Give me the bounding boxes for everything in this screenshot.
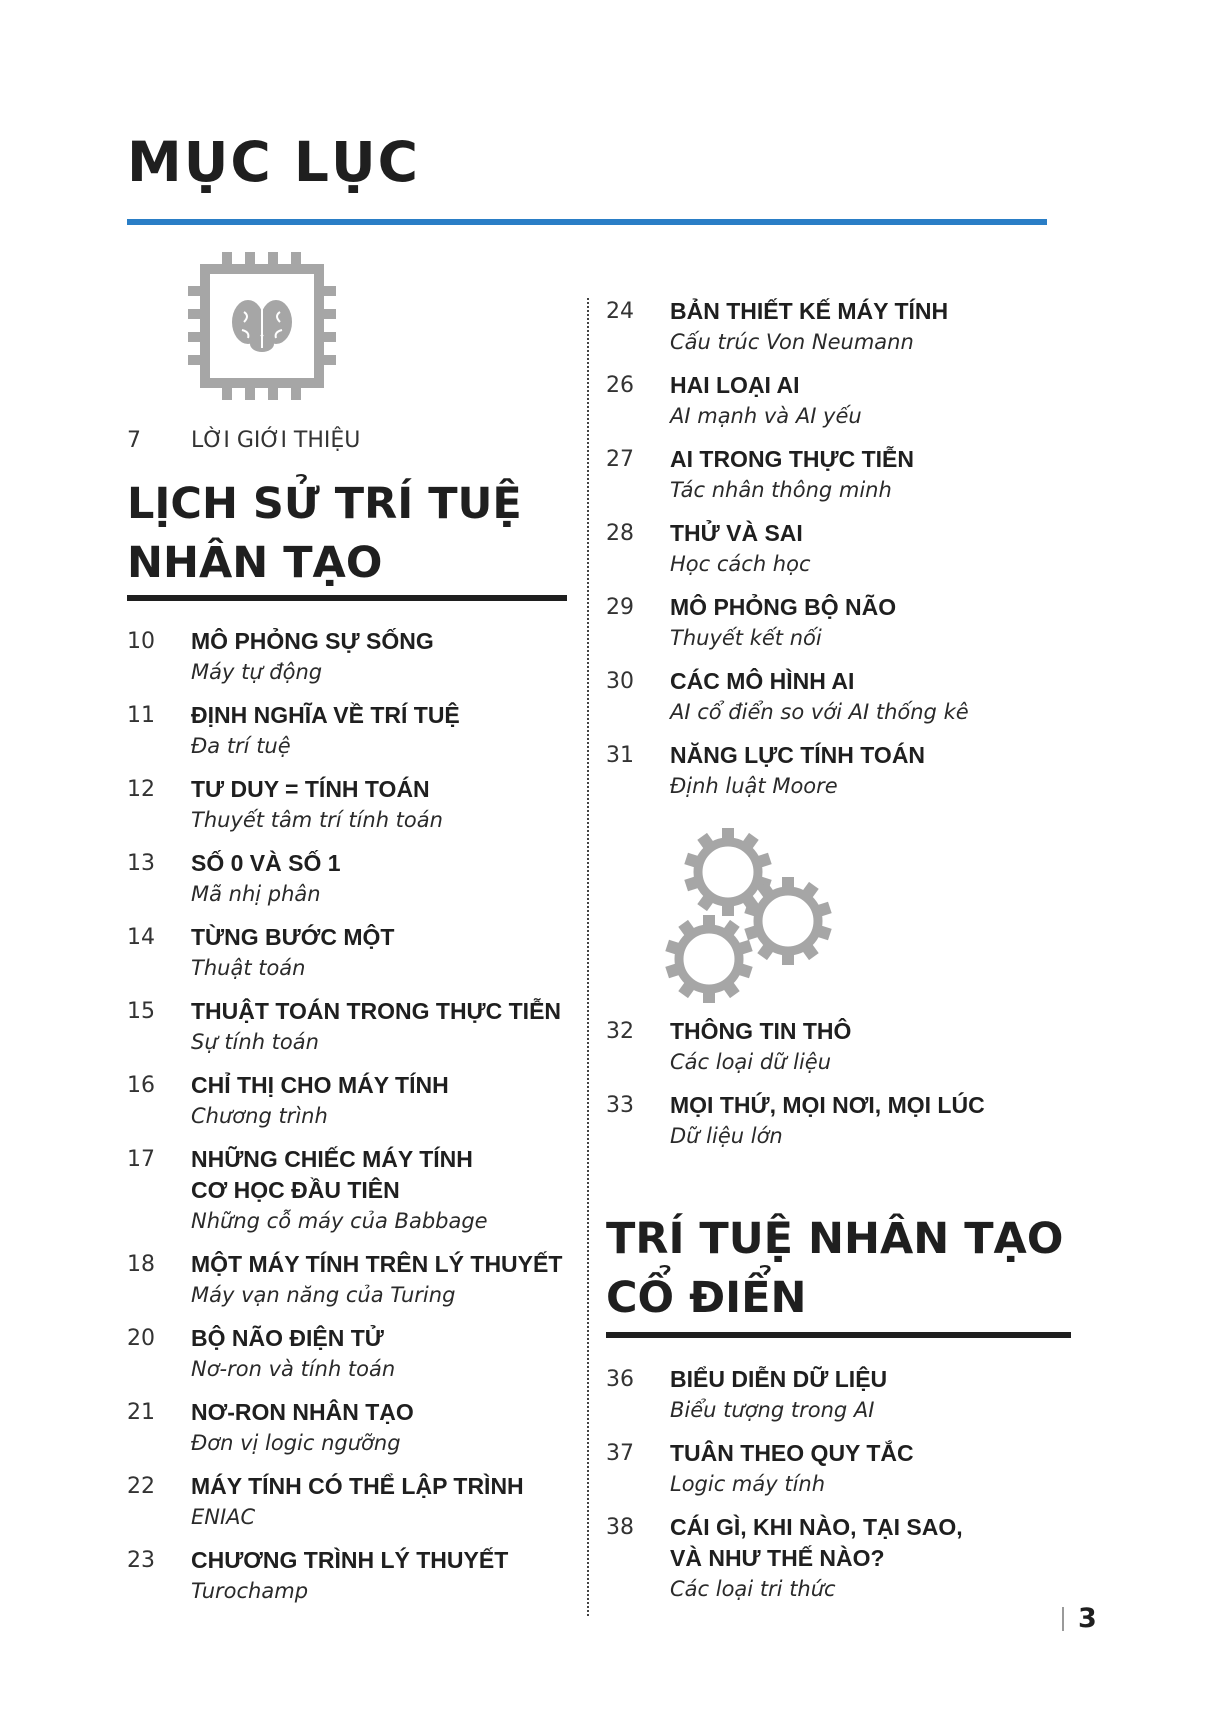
toc-page-number: 11 xyxy=(127,703,155,728)
toc-entry-subtitle: Máy vạn năng của Turing xyxy=(191,1283,456,1307)
toc-entry-title: THUẬT TOÁN TRONG THỰC TIỄN xyxy=(191,998,562,1024)
toc-page-number: 31 xyxy=(606,743,634,768)
toc-entry[interactable] xyxy=(606,444,1066,506)
toc-entry-subtitle: ENIAC xyxy=(191,1505,256,1529)
toc-page-number: 38 xyxy=(606,1515,634,1540)
toc-page-number: 26 xyxy=(606,373,634,398)
toc-entry-title: HAI LOẠI AI xyxy=(670,372,800,398)
toc-entry-subtitle: Định luật Moore xyxy=(670,774,838,798)
toc-entry-title: TỪNG BƯỚC MỘT xyxy=(191,924,395,950)
toc-entry[interactable] xyxy=(606,666,1066,728)
toc-page-number: 22 xyxy=(127,1474,155,1499)
toc-entry-title: BẢN THIẾT KẾ MÁY TÍNH xyxy=(670,298,949,324)
section-title-line: TRÍ TUỆ NHÂN TẠO xyxy=(606,1214,1064,1264)
section-title-history xyxy=(127,475,522,593)
toc-page-number: 12 xyxy=(127,777,155,802)
toc-entry-title: SỐ 0 VÀ SỐ 1 xyxy=(191,850,341,876)
toc-entry[interactable] xyxy=(127,774,577,836)
toc-entry-subtitle: Mã nhị phân xyxy=(191,882,321,906)
toc-page-number: 37 xyxy=(606,1441,634,1466)
toc-entry-subtitle: Dữ liệu lớn xyxy=(670,1124,783,1148)
toc-entry[interactable] xyxy=(127,1070,577,1132)
toc-entry-subtitle: Nơ-ron và tính toán xyxy=(191,1357,396,1381)
toc-entry[interactable] xyxy=(127,1545,577,1607)
toc-entry[interactable] xyxy=(606,740,1066,802)
toc-entry-subtitle: Tác nhân thông minh xyxy=(670,478,892,502)
toc-list-history xyxy=(127,626,577,1619)
toc-entry-title: MỌI THỨ, MỌI NƠI, MỌI LÚC xyxy=(670,1092,985,1118)
toc-entry-title: TƯ DUY = TÍNH TOÁN xyxy=(191,776,430,802)
toc-entry-title: ĐỊNH NGHĨA VỀ TRÍ TUỆ xyxy=(191,702,460,728)
intro-page-number: 7 xyxy=(127,428,141,453)
toc-entry[interactable] xyxy=(127,1471,577,1533)
toc-entry-subtitle: Chương trình xyxy=(191,1104,328,1128)
toc-entry[interactable] xyxy=(606,1090,1066,1152)
toc-page-number: 16 xyxy=(127,1073,155,1098)
toc-entry-title: MÔ PHỎNG BỘ NÃO xyxy=(670,594,897,620)
toc-entry-title: CÁI GÌ, KHI NÀO, TẠI SAO, VÀ NHƯ THẾ NÀO? xyxy=(670,1514,963,1571)
toc-entry-subtitle: Học cách học xyxy=(670,552,811,576)
section-underline xyxy=(606,1332,1071,1338)
toc-page-number: 10 xyxy=(127,629,155,654)
toc-entry-title: NĂNG LỰC TÍNH TOÁN xyxy=(670,742,926,768)
toc-entry[interactable] xyxy=(127,1249,577,1311)
toc-entry[interactable] xyxy=(606,370,1066,432)
toc-list-classical xyxy=(606,1364,1066,1617)
toc-entry-subtitle: Thuật toán xyxy=(191,956,306,980)
toc-entry[interactable] xyxy=(606,296,1066,358)
toc-page-number: 13 xyxy=(127,851,155,876)
toc-entry-title: CHƯƠNG TRÌNH LÝ THUYẾT xyxy=(191,1547,509,1573)
toc-page-number: 28 xyxy=(606,521,634,546)
toc-entry-title: AI TRONG THỰC TIỄN xyxy=(670,446,914,472)
gears-icon xyxy=(662,822,844,1004)
section-title-line: NHÂN TẠO xyxy=(127,538,383,588)
toc-page-number: 32 xyxy=(606,1019,634,1044)
page-title: MỤC LỤC xyxy=(127,130,420,194)
toc-entry[interactable] xyxy=(127,700,577,762)
toc-list-right-lower xyxy=(606,1016,1066,1164)
toc-entry-subtitle: Các loại dữ liệu xyxy=(670,1050,832,1074)
toc-entry-subtitle: AI cổ điển so với AI thống kê xyxy=(670,700,969,724)
toc-entry[interactable] xyxy=(127,1323,577,1385)
toc-entry[interactable] xyxy=(606,1364,1066,1426)
toc-entry-subtitle: Turochamp xyxy=(191,1579,309,1603)
toc-list-right-upper xyxy=(606,296,1066,814)
toc-page-number: 20 xyxy=(127,1326,155,1351)
toc-page-number: 24 xyxy=(606,299,634,324)
toc-entry-title: NƠ-RON NHÂN TẠO xyxy=(191,1399,414,1425)
toc-entry-subtitle: Đa trí tuệ xyxy=(191,734,291,758)
toc-entry[interactable] xyxy=(606,1512,1066,1605)
toc-entry-subtitle: Biểu tượng trong AI xyxy=(670,1398,875,1422)
toc-entry-subtitle: Logic máy tính xyxy=(670,1472,826,1496)
toc-entry-subtitle: Đơn vị logic ngưỡng xyxy=(191,1431,401,1455)
toc-entry-title: TUÂN THEO QUY TẮC xyxy=(670,1440,914,1466)
column-divider xyxy=(587,298,589,1616)
toc-entry-title: BỘ NÃO ĐIỆN TỬ xyxy=(191,1325,384,1351)
toc-entry-subtitle: Các loại tri thức xyxy=(670,1577,836,1601)
title-underline xyxy=(127,219,1047,225)
toc-entry[interactable] xyxy=(606,592,1066,654)
toc-entry-title: BIỂU DIỄN DỮ LIỆU xyxy=(670,1366,888,1392)
toc-entry-subtitle: Sự tính toán xyxy=(191,1030,319,1054)
toc-page-number: 29 xyxy=(606,595,634,620)
section-title-line: CỔ ĐIỂN xyxy=(606,1273,807,1323)
toc-entry[interactable] xyxy=(127,1144,577,1237)
section-title-classical xyxy=(606,1210,1063,1328)
toc-entry-subtitle: Máy tự động xyxy=(191,660,323,684)
toc-entry-title: MÔ PHỎNG SỰ SỐNG xyxy=(191,628,434,654)
toc-entry[interactable] xyxy=(606,518,1066,580)
toc-entry[interactable] xyxy=(127,922,577,984)
chip-brain-icon xyxy=(188,252,336,400)
intro-label: LỜI GIỚI THIỆU xyxy=(191,428,361,453)
toc-entry-title: CÁC MÔ HÌNH AI xyxy=(670,668,855,694)
toc-entry[interactable] xyxy=(127,996,577,1058)
toc-entry-subtitle: Thuyết kết nối xyxy=(670,626,822,650)
toc-entry-title: THỬ VÀ SAI xyxy=(670,520,803,546)
toc-page-number: 17 xyxy=(127,1147,155,1172)
section-underline xyxy=(127,595,567,601)
toc-page-number: 27 xyxy=(606,447,634,472)
page-number: 3 xyxy=(1062,1607,1097,1631)
toc-page-number: 21 xyxy=(127,1400,155,1425)
toc-entry-title: MÁY TÍNH CÓ THỂ LẬP TRÌNH xyxy=(191,1473,524,1499)
toc-entry[interactable] xyxy=(127,848,577,910)
toc-entry[interactable] xyxy=(606,1438,1066,1500)
toc-entry[interactable] xyxy=(127,1397,577,1459)
toc-entry[interactable] xyxy=(127,626,577,688)
toc-page-number: 14 xyxy=(127,925,155,950)
toc-page-number: 18 xyxy=(127,1252,155,1277)
toc-entry-title: NHỮNG CHIẾC MÁY TÍNH CƠ HỌC ĐẦU TIÊN xyxy=(191,1146,473,1203)
section-title-line: LỊCH SỬ TRÍ TUỆ xyxy=(127,479,522,529)
toc-entry[interactable] xyxy=(606,1016,1066,1078)
toc-entry-subtitle: AI mạnh và AI yếu xyxy=(670,404,862,428)
toc-page-number: 33 xyxy=(606,1093,634,1118)
toc-page-number: 36 xyxy=(606,1367,634,1392)
toc-entry-title: THÔNG TIN THÔ xyxy=(670,1018,852,1044)
toc-entry-subtitle: Những cỗ máy của Babbage xyxy=(191,1209,488,1233)
toc-page-number: 15 xyxy=(127,999,155,1024)
toc-entry-title: MỘT MÁY TÍNH TRÊN LÝ THUYẾT xyxy=(191,1251,563,1277)
toc-entry-title: CHỈ THỊ CHO MÁY TÍNH xyxy=(191,1072,449,1098)
toc-entry-subtitle: Thuyết tâm trí tính toán xyxy=(191,808,443,832)
toc-entry-subtitle: Cấu trúc Von Neumann xyxy=(670,330,914,354)
toc-page-number: 23 xyxy=(127,1548,155,1573)
toc-page-number: 30 xyxy=(606,669,634,694)
